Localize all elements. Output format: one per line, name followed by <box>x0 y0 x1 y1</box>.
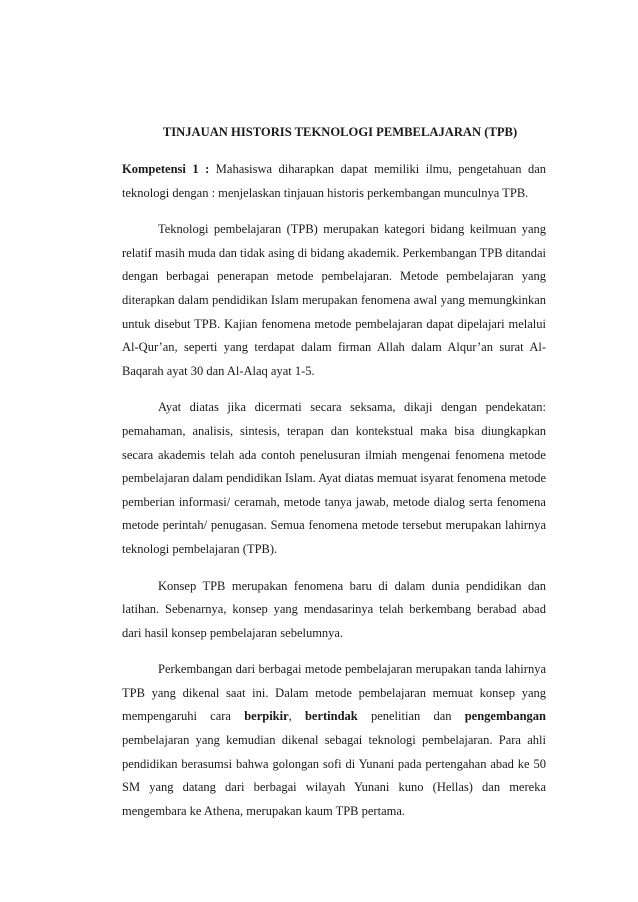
paragraph-2: Ayat diatas jika dicermati secara seksama, dikaji dengan pendekatan: pemahaman, analisis, sintesis, terapan dan kontekstual maka bisa diungkapkan secara akademis telah ada contoh penelusuran ilmiah mengenai fenomena metode pembelajaran dalam pendidikan Islam. Ayat diatas memuat isyarat fenomena metode pemberian informasi/ ceramah, metode tanya jawab, metode dialog serta fenomena metode perintah/ penugasan. Semua fenomena metode tersebut merupakan lahirnya teknologi pembelajaran (TPB). <box>122 400 546 556</box>
paragraph-4-separator: , <box>288 709 305 724</box>
bold-term-pengembangan: pengembangan <box>464 709 546 724</box>
paragraph-4-text-a: Perkembangan dari berbagai metode pembelajaran merupakan tanda lahirnya TPB yang dikenal saat ini. Dalam metode pembelajaran memuat konsep yang mempengaruhi cara <box>122 662 546 724</box>
paragraph-3: Konsep TPB merupakan fenomena baru di dalam dunia pendidikan dan latihan. Sebenarnya, konsep yang mendasarinya telah berkembang berabad abad dari hasil konsep pembelajaran sebelumnya. <box>122 578 546 640</box>
kompetensi-text: Mahasiswa diharapkan dapat memiliki ilmu, pengetahuan dan teknologi dengan : menjelaskan tinjauan historis perkembangan munculnya TPB. <box>122 162 546 200</box>
bold-term-bertindak: bertindak <box>304 709 358 724</box>
kompetensi-label: Kompetensi 1 : <box>122 162 210 176</box>
kompetensi-paragraph <box>122 158 546 205</box>
paragraph-4-text-b: penelitian dan <box>357 709 465 724</box>
paragraph-1: Teknologi pembelajaran (TPB) merupakan kategori bidang keilmuan yang relatif masih muda dan tidak asing di bidang akademik. Perkembangan TPB ditandai dengan berbagai penerapan metode pembelajaran. Metode pembelajaran yang diterapkan dalam pendidikan Islam merupakan fenomena awal yang memungkinkan untuk disebut TPB. Kajian fenomena metode pembelajaran dapat dipelajari melalui Al-Qur’an, seperti yang terdapat dalam firman Allah dalam Alqur’an surat Al-Baqarah ayat 30 dan Al-Alaq ayat 1-5. <box>122 222 546 378</box>
paragraph-4 <box>122 658 546 823</box>
document-body <box>122 124 546 836</box>
bold-term-berpikir: berpikir <box>244 709 289 724</box>
paragraph-4-text-c: pembelajaran yang kemudian dikenal sebagai teknologi pembelajaran. Para ahli pendidikan berasumsi bahwa golongan sofi di Yunani pada pertengahan abad ke 50 SM yang datang dari berbagai wilayah Yunani kuno (Hellas) dan mereka mengembara ke Athena, merupakan kaum TPB pertama. <box>122 733 546 818</box>
document-title: TINJAUAN HISTORIS TEKNOLOGI PEMBELAJARAN (TPB) <box>162 125 518 139</box>
